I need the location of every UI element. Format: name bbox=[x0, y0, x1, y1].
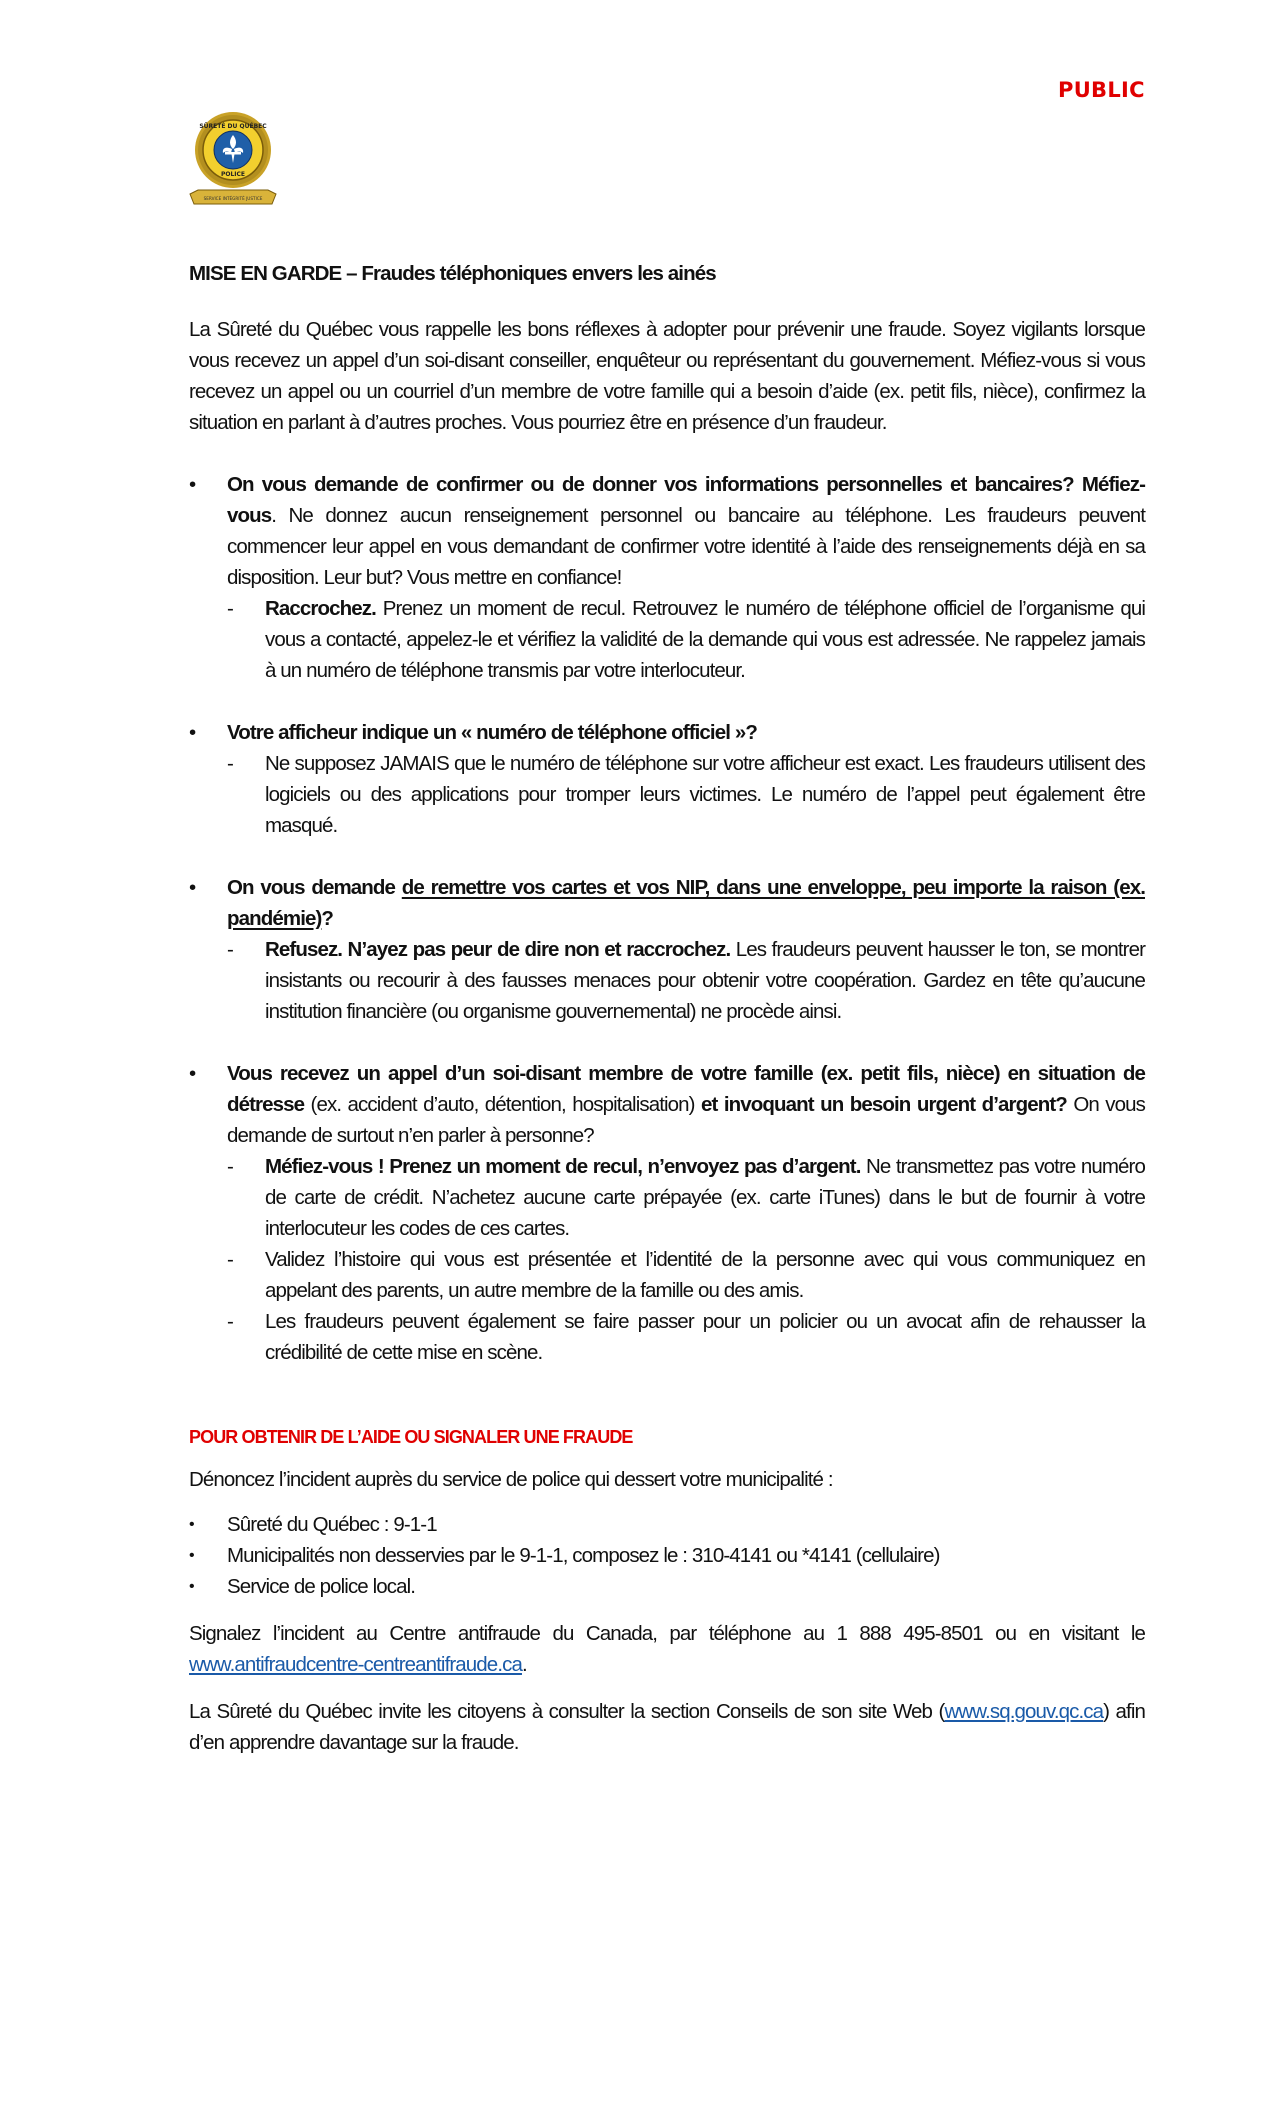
contact-item-local bbox=[189, 1571, 1145, 1602]
advice-item-caller-id-spoofing bbox=[227, 748, 1145, 841]
advice-text: Les fraudeurs peuvent également se faire passer pour un policier ou un avocat afin de rehausser la crédibilité de cette mise en scène. bbox=[265, 1310, 1145, 1364]
contact-text: Municipalités non desservies par le 9-1-1, composez le : 310-4141 ou *4141 (cellulaire) bbox=[227, 1544, 940, 1567]
intro-paragraph: La Sûreté du Québec vous rappelle les bons réflexes à adopter pour prévenir une fraude. Soyez vigilants lorsque vous recevez un appel d’un soi-disant conseiller, enquêteur ou représentant du gouvernement. Méfiez-vous si vous recevez un appel ou un courriel d’un membre de votre famille qui a besoin d’aide (ex. petit fils, nièce), confirmez la situation en parlant à d’autres proches. Vous pourriez être en présence d’un fraudeur. bbox=[189, 318, 1145, 434]
closing-paragraph bbox=[189, 1696, 1145, 1758]
warning-item-cards-pin bbox=[189, 872, 1145, 934]
warning-mid: (ex. accident d’auto, détention, hospitalisation) bbox=[304, 1093, 701, 1116]
svg-text:SÛRETÉ DU QUÉBEC: SÛRETÉ DU QUÉBEC bbox=[199, 123, 267, 130]
dash-marker: - bbox=[227, 597, 233, 620]
warning-text: On vous demande de surtout n’en parler à personne? bbox=[227, 1093, 1145, 1147]
warning-item-caller-id bbox=[189, 717, 1145, 748]
dash-marker: - bbox=[227, 1155, 233, 1178]
antifraud-centre-link[interactable]: www.antifraudcentre-centreantifraude.ca bbox=[189, 1653, 522, 1676]
warning-lead: Vous recevez un appel d’un soi-disant membre de votre famille (ex. petit fils, nièce) en situation de détresse bbox=[227, 1062, 1145, 1116]
police-badge-logo bbox=[188, 108, 278, 210]
advice-text: Prenez un moment de recul. Retrouvez le numéro de téléphone officiel de l’organisme qui vous a contacté, appelez-le et vérifiez la validité de la demande qui vous est adressée. Ne rappelez jamais à un numéro de téléphone transmis par votre interlocuteur. bbox=[265, 597, 1145, 682]
advice-text: Les fraudeurs peuvent hausser le ton, se montrer insistants ou recourir à des fausses menaces pour obtenir votre coopération. Gardez en tête qu’aucune institution financière (ou organisme gouvernemental) ne procède ainsi. bbox=[265, 938, 1145, 1023]
bullet-marker: • bbox=[189, 1547, 194, 1564]
warning-item-personal-info bbox=[189, 469, 1145, 593]
closing-text: La Sûreté du Québec invite les citoyens à consulter la section Conseils de son site Web ( bbox=[189, 1700, 945, 1723]
contact-list bbox=[189, 1509, 1145, 1602]
warning-item-family-distress bbox=[189, 1058, 1145, 1151]
bullet-marker: • bbox=[189, 721, 196, 744]
advice-text: Ne supposez JAMAIS que le numéro de téléphone sur votre afficheur est exact. Les fraudeurs utilisent des logiciels ou des applications pour tromper leurs victimes. Le numéro de l’appel peut également être masqué. bbox=[265, 752, 1145, 837]
advice-text: Validez l’histoire qui vous est présentée et l’identité de la personne avec qui vous communiquez en appelant des parents, un autre membre de la famille ou des amis. bbox=[265, 1248, 1145, 1302]
contact-text: Service de police local. bbox=[227, 1575, 416, 1598]
dash-marker: - bbox=[227, 1310, 233, 1333]
advice-lead: Raccrochez. bbox=[265, 597, 376, 620]
help-section-heading: POUR OBTENIR DE L’AIDE OU SIGNALER UNE FRAUDE bbox=[189, 1427, 633, 1447]
dash-marker: - bbox=[227, 938, 233, 961]
advice-text: Ne transmettez pas votre numéro de carte de crédit. N’achetez aucune carte prépayée (ex. carte iTunes) dans le but de fournir à votre interlocuteur les codes de ces cartes. bbox=[265, 1155, 1145, 1240]
dash-marker: - bbox=[227, 1248, 233, 1271]
warning-underlined: de remettre vos cartes et vos NIP, dans une enveloppe, peu importe la raison (ex. pandémie) bbox=[227, 876, 1145, 930]
report-paragraph bbox=[189, 1618, 1145, 1680]
warning-lead: On vous demande de confirmer ou de donner vos informations personnelles et bancaires? Méfiez-vous bbox=[227, 473, 1145, 527]
warning-text: . Ne donnez aucun renseignement personnel ou bancaire au téléphone. Les fraudeurs peuvent commencer leur appel en vous demandant de confirmer votre identité à l’aide des renseignements déjà en sa disposition. Leur but? Vous mettre en confiance! bbox=[227, 504, 1145, 589]
contact-item-sq bbox=[189, 1509, 1145, 1540]
warning-lead: On vous demande bbox=[227, 876, 402, 899]
advice-item-refuse bbox=[227, 934, 1145, 1027]
contact-text: Sûreté du Québec : 9-1-1 bbox=[227, 1513, 437, 1536]
bullet-marker: • bbox=[189, 1062, 196, 1085]
contact-item-municipal bbox=[189, 1540, 1145, 1571]
dash-marker: - bbox=[227, 752, 233, 775]
warning-tail: ? bbox=[321, 907, 334, 930]
advice-lead: Méfiez-vous ! Prenez un moment de recul, n’envoyez pas d’argent. bbox=[265, 1155, 861, 1178]
report-end: . bbox=[521, 1653, 527, 1676]
warning-list bbox=[189, 469, 1145, 1368]
advice-item-no-money bbox=[227, 1151, 1145, 1244]
advice-item-validate-story bbox=[227, 1244, 1145, 1306]
closing-text-end: ) afin d’en apprendre davantage sur la fraude. bbox=[189, 1700, 1145, 1754]
classification-label: PUBLIC bbox=[1058, 78, 1145, 102]
help-intro: Dénoncez l’incident auprès du service de police qui dessert votre municipalité : bbox=[189, 1468, 833, 1491]
document-title: MISE EN GARDE – Fraudes téléphoniques envers les ainés bbox=[189, 262, 716, 285]
advice-item-hang-up bbox=[227, 593, 1145, 686]
warning-lead: Votre afficheur indique un « numéro de téléphone officiel »? bbox=[227, 721, 757, 744]
warning-mid-bold: et invoquant un besoin urgent d’argent? bbox=[701, 1093, 1067, 1116]
advice-lead: Refusez. N’ayez pas peur de dire non et raccrochez. bbox=[265, 938, 731, 961]
report-text: Signalez l’incident au Centre antifraude du Canada, par téléphone au 1 888 495-8501 ou en visitant le bbox=[189, 1622, 1145, 1645]
bullet-marker: • bbox=[189, 1578, 194, 1595]
document-body bbox=[189, 258, 1145, 1758]
svg-text:SERVICE INTÉGRITÉ JUSTICE: SERVICE INTÉGRITÉ JUSTICE bbox=[203, 196, 263, 201]
sq-website-link[interactable]: www.sq.gouv.qc.ca bbox=[944, 1700, 1104, 1723]
bullet-marker: • bbox=[189, 1516, 194, 1533]
advice-item-impersonation bbox=[227, 1306, 1145, 1368]
svg-text:POLICE: POLICE bbox=[220, 171, 246, 178]
bullet-marker: • bbox=[189, 876, 196, 899]
bullet-marker: • bbox=[189, 473, 196, 496]
